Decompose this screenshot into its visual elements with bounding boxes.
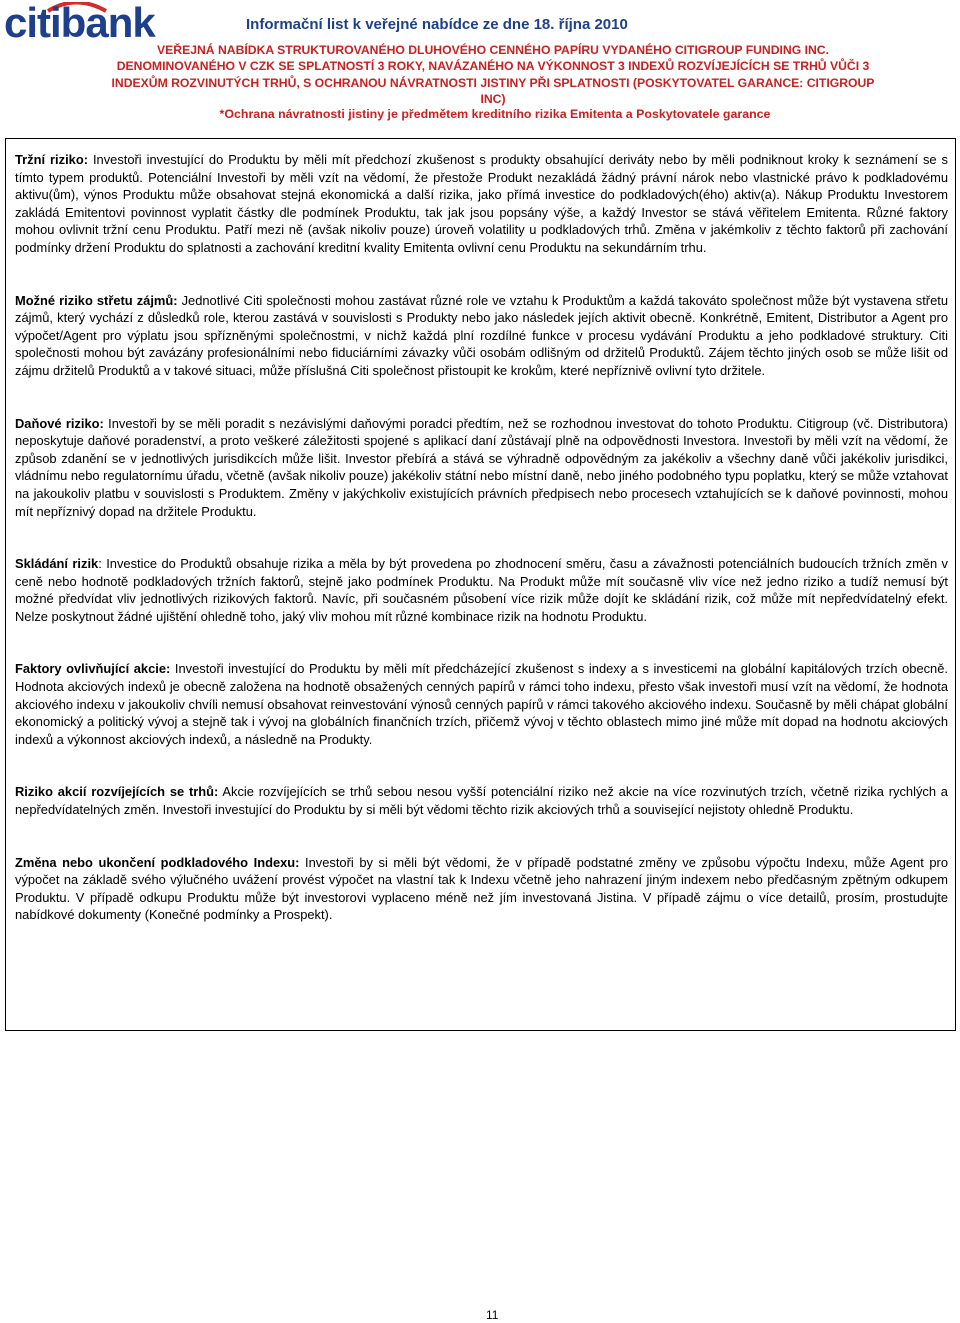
section-heading: Daňové riziko: xyxy=(15,415,104,431)
section-heading: Riziko akcií rozvíjejících se trhů: xyxy=(15,784,219,800)
offer-heading xyxy=(48,42,938,107)
page-number: 11 xyxy=(486,1308,499,1322)
risk-sections xyxy=(15,151,948,959)
risk-section-market xyxy=(15,151,948,257)
section-heading: Možné riziko střetu zájmů: xyxy=(15,292,178,308)
risk-section-emerging-markets xyxy=(15,783,948,818)
risk-section-compounding xyxy=(15,555,948,625)
offer-heading-line: VEŘEJNÁ NABÍDKA STRUKTUROVANÉHO DLUHOVÉHO CENNÉHO PAPÍRU VYDANÉHO CITIGROUP FUNDING INC. xyxy=(157,43,829,57)
principal-protection-note: *Ochrana návratnosti jistiny je předmětem kreditního rizika Emitenta a Poskytovatele garance xyxy=(219,107,771,121)
section-text: Investoři investující do Produktu by měli mít předchozí zkušenost s produkty obsahující deriváty nebo by měli podniknout kroky k seznámení se s tímto typem produktů. Potenciální Investoři by měli vzít na vědomí, že přestože Produkt nezakládá žádný právní nárok nebo vlastnické právo k podkladovému aktivu(ům), výnos Produktu může obsahovat stejná ekonomická a další rizika, jako přímá investice do podkladových(ého) aktiv(a). Nákup Produktu Investorem zakládá Emitentovi povinnost vyplatit částky dle podmínek Produktu, tak jak jsou popsány výše, a každý Investor se stává věřitelem Emitenta. Různé faktory mohou ovlivnit tržní cenu Produktu. Patří mezi ně (avšak nikoliv pouze) úroveň volatility u podkladových trhů. Změna v jakémkoliv z těchto faktorů při zachování podmínky držení Produktu do splatnosti a zachování kreditní kvality Emitenta ovlivní cenu Produktu na sekundárním trhu. xyxy=(15,152,948,255)
risk-section-equity-factors xyxy=(15,660,948,748)
section-text: Investoři by si měli být vědomi, že v případě podstatné změny ve způsobu výpočtu Indexu, může Agent pro výpočet na základě svého výlučného uvážení provést výpočet na vlastní tak k Indexu včetně jeho nahrazení jiným indexem nebo předčasným zpětným odkupem Produktu. V případě odkupu Produktu může být investorovi vyplaceno méně než jím investovaná Jistina. V případě zájmu o více detailů, prosím, prostudujte nabídkové dokumenty (Konečné podmínky a Prospekt). xyxy=(15,854,948,923)
section-text: : Investice do Produktů obsahuje rizika a měla by být provedena po zhodnocení směru, času a závažnosti potenciálních budoucích tržních změn v ceně nebo hodnotě podkladových tržních faktorů, stejně jako podmínek Produktu. Na Produkt může mít současně vliv více než jedno riziko a tudíž nemusí být možné předvídat vliv jednotlivých rizikových faktorů. Navíc, při současném působení více rizik může dojít ke skládání rizik, což může mít nepředvídatelný efekt. Nelze poskytnout žádné ujištění ohledně toho, jaký vliv mohou mít různé kombinace rizik na hodnotu Produktu. xyxy=(15,556,948,624)
risk-section-tax xyxy=(15,415,948,521)
section-heading: Tržní riziko: xyxy=(15,152,88,167)
section-text: Akcie rozvíjejících se trhů sebou nesou vyšší potenciální riziko než akcie na více rozvinutých trzích, včetně rizika rychlých a nepředvídatelných změn. Investoři investující do Produktu by si měli být vědomi těchto rizik akciových trhů a související nejistoty ohledně Produktu. xyxy=(15,784,948,818)
document-title: Informační list k veřejné nabídce ze dne 18. října 2010 xyxy=(246,16,628,33)
citibank-logo xyxy=(4,2,166,46)
section-heading: Skládání rizik xyxy=(15,556,99,572)
offer-heading-line: DENOMINOVANÉHO V CZK SE SPLATNOSTÍ 3 ROKY, NAVÁZANÉHO NA VÝKONNOST 3 INDEXŮ ROZVÍJEJÍCÍCH SE TRHŮ VŮČI 3 xyxy=(116,59,870,74)
offer-heading-line: INDEXŮM ROZVINUTÝCH TRHŮ, S OCHRANOU NÁVRATNOSTI JISTINY PŘI SPLATNOSTI (POSKYTOVATEL GARANCE: CITIGROUP xyxy=(111,75,875,90)
risk-section-conflict-of-interest xyxy=(15,292,948,380)
risk-section-index-change xyxy=(15,854,948,924)
section-text: Investoři by se měli poradit s nezávislými daňovými poradci předtím, než se rozhodnou investovat do tohoto Produktu. Citigroup (vč. Distributora) neposkytuje daňové poradenství, a proto veškeré záležitosti spojené s aplikací daní zůstávají plně na odpovědnosti Investora. Investoři by měli vzít na vědomí, že způsob zdanění se v jednotlivých jurisdikcích může lišit. Investor přebírá a stává se výhradně odpovědným za jakékoliv a všechny daně vůči jakékoliv jurisdikci, vládnímu nebo regulatornímu úřadu, včetně (avšak nikoliv pouze) jakékoliv státní nebo místní daně, nebo jiného podobného typu poplatku, který se může vztahovat na jakoukoliv platbu v souvislosti s Produktem. Změny v jakýchkoliv existujících právních předpisech nebo procesech vztahujících se k daňové povinnosti, mohou mít nepříznivý dopad na držitele Produktu. xyxy=(15,415,949,519)
offer-heading-line: INC) xyxy=(480,91,506,106)
section-heading: Faktory ovlivňující akcie: xyxy=(15,661,171,677)
logo-wordmark: citibank xyxy=(4,0,155,46)
section-text: Investoři investující do Produktu by měli mít předcházející zkušenost s indexy a s investicemi na globální kapitálových trzích obecně. Hodnota akciových indexů je obecně založena na hodnotě obsažených cenných papírů v rámci toho indexu, přesto však investoři musí vzít na vědomí, že hodnota akciového indexu v jakoukoliv chvíli nemusí obsahovat reinvestování výnosů cenných papírů v rámci takového akciového indexu. Současně by měli chápat globální ekonomický a politický vývoj a stejně tak i vývoj na globálních finančních trzích, přičemž vývoj v těchto oblastech mimo jiné může mít dopad na hodnotu akciových indexů a výkonnost akciových indexů, a následně na Produkty. xyxy=(15,661,948,747)
section-heading: Změna nebo ukončení podkladového Indexu: xyxy=(15,854,300,870)
section-text: Jednotlivé Citi společnosti mohou zastávat různé role ve vztahu k Produktům a každá takováto společnost může být vystavena střetu zájmů, který vychází z důsledků role, kterou zastává v souvislosti s Produkty nebo jako následek jejích aktivit obecně. Konkrétně, Emitent, Distributor a Agent pro výpočet/Agent pro výplatu jsou spřízněnými společnostmi, v nichž každá plní rozdílné funkce v procesu vydávání Produktu a jeho podkladové struktury. Citi společnosti mohou být zavázány profesionálními nebo fiduciárními závazky vůči osobám odlišným od držitelů Produktů. Zájem těchto jiných osob se může lišit od zájmu držitelů Produktů a v takové situaci, může příslušná Citi společnost přistoupit ke krokům, které nepříznivě ovlivní tyto držitele. xyxy=(15,292,949,378)
